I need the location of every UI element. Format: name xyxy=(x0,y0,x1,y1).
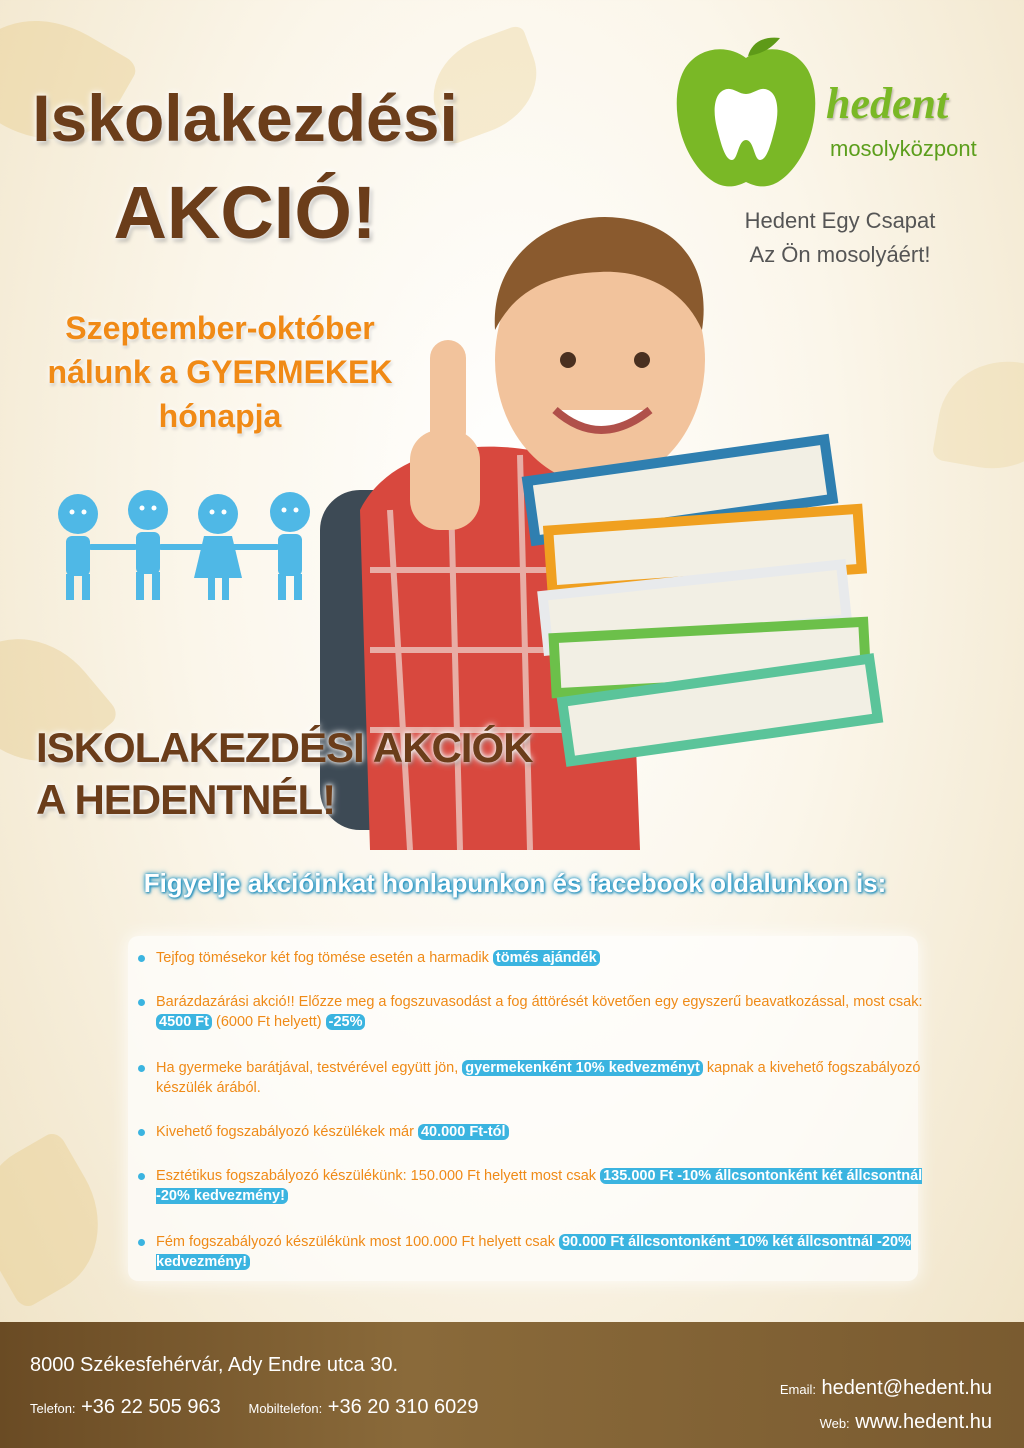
list-item: Ha gyermeke barátjával, testvérével együtt jön, gyermekenként 10% kedvezményt kapnak a kivehető fogszabályozó készülék árából. xyxy=(138,1058,926,1098)
list-item: Fém fogszabályozó készülékünk most 100.000 Ft helyett csak 90.000 Ft állcsontonként -10% két állcsontnál -20% kedvezmény! xyxy=(138,1232,926,1272)
list-item: Esztétikus fogszabályozó készülékünk: 150.000 Ft helyett most csak 135.000 Ft -10% állcsontonként két állcsontnál -20% kedvezmény! xyxy=(138,1166,926,1206)
section-heading xyxy=(36,722,532,826)
web-link[interactable]: www.hedent.hu xyxy=(855,1411,992,1433)
highlight: 4500 Ft xyxy=(156,1014,212,1030)
slogan-line: Az Ön mosolyáért! xyxy=(749,242,931,267)
children-holding-hands-icon xyxy=(36,478,336,608)
info-banner: Figyelje akcióinkat honlapunkon és facebook oldalunkon is: xyxy=(143,868,887,898)
list-item: Tejfog tömésekor két fog tömése esetén a harmadik tömés ajándék xyxy=(138,948,926,968)
subtitle-line: Szeptember-október xyxy=(65,310,375,346)
phone-link[interactable]: +36 22 505 963 xyxy=(81,1396,221,1418)
subtitle-line: nálunk a GYERMEKEK xyxy=(47,354,393,390)
leaf-decoration xyxy=(931,350,1024,479)
section-heading-line: A HEDENTNÉL! xyxy=(36,776,336,823)
highlight: 90.000 Ft állcsontonként -10% két állcsontnál -20% kedvezmény! xyxy=(156,1234,911,1270)
list-item: Barázdazárási akció!! Előzze meg a fogszuvasodást a fog áttörését követően egy egyszerű beavatkozással, most csak: 4500 Ft (6000 Ft helyett) -25% xyxy=(138,992,926,1032)
footer xyxy=(0,1322,1024,1448)
email-link[interactable]: hedent@hedent.hu xyxy=(821,1377,992,1399)
brand-name: hedent xyxy=(826,79,949,128)
contact-info: Email: hedent@hedent.hu Web: www.hedent.hu xyxy=(779,1377,992,1433)
offers-list xyxy=(128,936,923,1281)
highlight: gyermekenként 10% kedvezményt xyxy=(462,1060,703,1076)
list-item: Kivehető fogszabályozó készülékek már 40.000 Ft-tól xyxy=(138,1122,926,1142)
section-heading-line: ISKOLAKEZDÉSI AKCIÓK xyxy=(36,724,533,771)
address: 8000 Székesfehérvár, Ady Endre utca 30. xyxy=(30,1354,399,1376)
highlight: 135.000 Ft -10% állcsontonként két állcsontnál -20% kedvezmény! xyxy=(156,1168,923,1204)
phone-line: Telefon: +36 22 505 963 Mobiltelefon: +36 20 310 6029 xyxy=(30,1396,479,1418)
highlight: -25% xyxy=(326,1014,366,1030)
highlight: tömés ajándék xyxy=(493,950,600,966)
brand-tagline: mosolyközpont xyxy=(830,136,977,161)
subtitle-line: hónapja xyxy=(158,398,282,434)
highlight: 40.000 Ft-tól xyxy=(418,1124,509,1140)
main-title-action: AKCIÓ! xyxy=(113,171,377,254)
leaf-decoration xyxy=(0,1129,127,1310)
mobile-link[interactable]: +36 20 310 6029 xyxy=(327,1396,479,1418)
main-title: Iskolakezdési xyxy=(32,81,458,155)
slogan-line: Hedent Egy Csapat xyxy=(744,208,936,233)
